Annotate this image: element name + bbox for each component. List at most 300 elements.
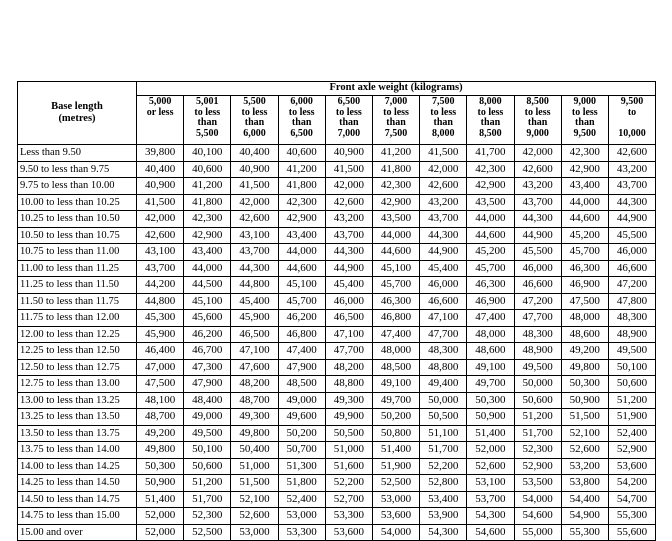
weight-value-cell: 48,200 <box>231 376 278 393</box>
weight-value-cell: 52,100 <box>561 425 608 442</box>
weight-value-cell: 53,900 <box>420 508 467 525</box>
weight-value-cell: 53,000 <box>231 524 278 541</box>
weight-value-cell: 54,300 <box>467 508 514 525</box>
weight-value-cell: 53,800 <box>561 475 608 492</box>
weight-value-cell: 54,000 <box>514 491 561 508</box>
weight-value-cell: 40,400 <box>231 145 278 162</box>
weight-value-cell: 47,700 <box>420 326 467 343</box>
weight-value-cell: 50,700 <box>278 442 325 459</box>
weight-value-cell: 55,600 <box>608 524 655 541</box>
weight-value-cell: 52,800 <box>420 475 467 492</box>
weight-value-cell: 39,800 <box>137 145 184 162</box>
weight-value-cell: 43,100 <box>231 227 278 244</box>
table-row <box>18 442 656 459</box>
weight-value-cell: 43,700 <box>608 178 655 195</box>
weight-range-line: 9,500 <box>573 127 597 139</box>
weight-value-cell: 46,900 <box>467 293 514 310</box>
weight-value-cell: 42,900 <box>278 211 325 228</box>
table-row <box>18 178 656 195</box>
weight-value-cell: 51,900 <box>372 458 419 475</box>
weight-value-cell: 44,900 <box>420 244 467 261</box>
weight-value-cell: 50,000 <box>420 392 467 409</box>
weight-value-cell: 45,700 <box>467 260 514 277</box>
weight-value-cell: 49,400 <box>420 376 467 393</box>
weight-value-cell: 48,700 <box>137 409 184 426</box>
weight-value-cell: 44,000 <box>278 244 325 261</box>
weight-value-cell: 48,300 <box>514 326 561 343</box>
weight-value-cell: 50,500 <box>420 409 467 426</box>
weight-value-cell: 54,200 <box>608 475 655 492</box>
weight-value-cell: 54,000 <box>372 524 419 541</box>
weight-value-cell: 45,100 <box>372 260 419 277</box>
weight-value-cell: 50,900 <box>137 475 184 492</box>
weight-value-cell: 52,000 <box>137 524 184 541</box>
weight-value-cell: 44,600 <box>278 260 325 277</box>
weight-value-cell: 51,000 <box>231 458 278 475</box>
weight-range-header <box>184 96 231 145</box>
table-row <box>18 409 656 426</box>
base-length-label: 10.25 to less than 10.50 <box>18 211 137 228</box>
weight-value-cell: 41,200 <box>184 178 231 195</box>
weight-value-cell: 44,500 <box>184 277 231 294</box>
weight-range-header <box>231 96 278 145</box>
base-length-label: 12.25 to less than 12.50 <box>18 343 137 360</box>
table-row <box>18 508 656 525</box>
base-length-label: 12.00 to less than 12.25 <box>18 326 137 343</box>
weight-value-cell: 48,000 <box>561 310 608 327</box>
weight-range-header <box>325 96 372 145</box>
weight-range-line: 6,500 <box>337 96 361 107</box>
weight-range-header <box>137 96 184 145</box>
weight-value-cell: 49,900 <box>325 409 372 426</box>
weight-value-cell: 46,300 <box>372 293 419 310</box>
weight-range-line: than <box>244 117 265 128</box>
weight-value-cell: 49,000 <box>278 392 325 409</box>
weight-value-cell: 41,500 <box>325 161 372 178</box>
weight-value-cell: 44,800 <box>137 293 184 310</box>
weight-value-cell: 43,700 <box>137 260 184 277</box>
weight-range-line: than <box>433 117 453 128</box>
weight-value-cell: 47,600 <box>231 359 278 376</box>
weight-value-cell: 46,000 <box>608 244 655 261</box>
table-row <box>18 524 656 541</box>
weight-value-cell: 44,300 <box>231 260 278 277</box>
weight-value-cell: 42,300 <box>278 194 325 211</box>
table-row <box>18 458 656 475</box>
weight-value-cell: 51,000 <box>325 442 372 459</box>
base-length-label: 13.00 to less than 13.25 <box>18 392 137 409</box>
weight-value-cell: 53,100 <box>467 475 514 492</box>
weight-range-line: than <box>480 117 501 128</box>
weight-value-cell: 51,500 <box>231 475 278 492</box>
weight-value-cell: 46,600 <box>420 293 467 310</box>
weight-value-cell: 43,100 <box>137 244 184 261</box>
weight-value-cell: 51,100 <box>420 425 467 442</box>
weight-range-header <box>608 96 655 145</box>
base-length-label: 11.25 to less than 11.50 <box>18 277 137 294</box>
weight-value-cell: 50,900 <box>467 409 514 426</box>
weight-value-cell: 42,000 <box>325 178 372 195</box>
weight-range-header <box>372 96 419 145</box>
weight-value-cell: 53,700 <box>467 491 514 508</box>
weight-value-cell: 48,200 <box>325 359 372 376</box>
weight-value-cell: 45,500 <box>608 227 655 244</box>
weight-range-line: 7,500 <box>384 127 408 139</box>
weight-value-cell: 42,300 <box>372 178 419 195</box>
weight-value-cell: 49,700 <box>372 392 419 409</box>
weight-range-line: 8,500 <box>526 96 549 107</box>
weight-value-cell: 50,900 <box>561 392 608 409</box>
base-length-header <box>18 82 137 145</box>
base-length-label: Less than 9.50 <box>18 145 137 162</box>
base-length-label: 14.25 to less than 14.50 <box>18 475 137 492</box>
base-length-header-line1: Base length <box>51 101 103 112</box>
weight-value-cell: 51,800 <box>278 475 325 492</box>
weight-range-line: to less <box>383 106 409 118</box>
weight-range-line: 7,000 <box>384 96 408 107</box>
weight-value-cell: 42,300 <box>467 161 514 178</box>
weight-value-cell: 53,600 <box>372 508 419 525</box>
base-length-label: 15.00 and over <box>18 524 137 541</box>
weight-value-cell: 49,500 <box>184 425 231 442</box>
weight-value-cell: 44,000 <box>561 194 608 211</box>
weight-value-cell: 46,500 <box>325 310 372 327</box>
weight-value-cell: 49,800 <box>231 425 278 442</box>
weight-value-cell: 44,000 <box>184 260 231 277</box>
weight-range-line: than <box>386 117 406 128</box>
weight-value-cell: 51,900 <box>608 409 655 426</box>
weight-value-cell: 42,600 <box>325 194 372 211</box>
base-length-label: 9.50 to less than 9.75 <box>18 161 137 178</box>
weight-value-cell: 46,500 <box>231 326 278 343</box>
weight-value-cell: 46,800 <box>372 310 419 327</box>
weight-value-cell: 43,400 <box>184 244 231 261</box>
weight-range-line: 7,500 <box>431 96 455 107</box>
weight-value-cell: 40,900 <box>231 161 278 178</box>
weight-value-cell: 43,700 <box>514 194 561 211</box>
weight-value-cell: 42,600 <box>137 227 184 244</box>
weight-value-cell: 49,100 <box>372 376 419 393</box>
weight-value-cell: 53,600 <box>325 524 372 541</box>
weight-value-cell: 53,600 <box>608 458 655 475</box>
weight-value-cell: 45,900 <box>231 310 278 327</box>
weight-range-line: to less <box>430 106 457 118</box>
weight-range-line: than <box>197 117 217 128</box>
weight-range-line: 8,000 <box>431 127 455 139</box>
table-row <box>18 376 656 393</box>
weight-value-cell: 52,200 <box>325 475 372 492</box>
base-length-label: 11.50 to less than 11.75 <box>18 293 137 310</box>
weight-value-cell: 40,600 <box>184 161 231 178</box>
weight-value-cell: 52,900 <box>514 458 561 475</box>
weight-value-cell: 50,000 <box>514 376 561 393</box>
weight-value-cell: 51,300 <box>278 458 325 475</box>
weight-value-cell: 51,700 <box>184 491 231 508</box>
base-length-label: 10.50 to less than 10.75 <box>18 227 137 244</box>
weight-value-cell: 47,300 <box>184 359 231 376</box>
weight-value-cell: 48,500 <box>372 359 419 376</box>
weight-value-cell: 47,900 <box>184 376 231 393</box>
weight-value-cell: 41,500 <box>420 145 467 162</box>
weight-value-cell: 52,600 <box>561 442 608 459</box>
base-length-label: 14.75 to less than 15.00 <box>18 508 137 525</box>
weight-table-container <box>17 81 655 541</box>
weight-value-cell: 40,900 <box>325 145 372 162</box>
weight-value-cell: 49,300 <box>231 409 278 426</box>
weight-value-cell: 52,900 <box>608 442 655 459</box>
weight-value-cell: 46,300 <box>561 260 608 277</box>
weight-value-cell: 45,700 <box>372 277 419 294</box>
weight-value-cell: 51,500 <box>561 409 608 426</box>
weight-value-cell: 50,800 <box>372 425 419 442</box>
weight-value-cell: 44,600 <box>372 244 419 261</box>
weight-value-cell: 48,600 <box>467 343 514 360</box>
weight-value-cell: 40,900 <box>137 178 184 195</box>
weight-range-line: 7,000 <box>337 127 361 139</box>
weight-range-line: than <box>575 117 595 128</box>
weight-range-line: 5,500 <box>243 96 266 107</box>
weight-value-cell: 48,300 <box>420 343 467 360</box>
weight-range-line: than <box>339 117 359 128</box>
weight-value-cell: 43,700 <box>325 227 372 244</box>
weight-value-cell: 49,800 <box>137 442 184 459</box>
weight-range-line: 5,001 <box>196 96 219 107</box>
weight-value-cell: 51,400 <box>467 425 514 442</box>
weight-value-cell: 43,700 <box>420 211 467 228</box>
weight-value-cell: 49,600 <box>278 409 325 426</box>
weight-value-cell: 47,000 <box>137 359 184 376</box>
weight-value-cell: 48,000 <box>372 343 419 360</box>
weight-range-line: 5,500 <box>196 127 219 139</box>
weight-value-cell: 53,300 <box>325 508 372 525</box>
weight-range-line: 6,000 <box>290 96 313 107</box>
weight-range-line: than <box>527 117 548 128</box>
table-row <box>18 392 656 409</box>
weight-value-cell: 46,200 <box>278 310 325 327</box>
weight-value-cell: 44,600 <box>561 211 608 228</box>
weight-value-cell: 52,600 <box>231 508 278 525</box>
weight-range-line: 9,000 <box>573 96 597 107</box>
weight-value-cell: 51,700 <box>514 425 561 442</box>
weight-value-cell: 45,100 <box>184 293 231 310</box>
weight-value-cell: 43,200 <box>608 161 655 178</box>
weight-value-cell: 45,700 <box>278 293 325 310</box>
weight-value-cell: 48,500 <box>278 376 325 393</box>
weight-range-line: to less <box>335 106 362 118</box>
weight-value-cell: 47,700 <box>325 343 372 360</box>
weight-value-cell: 53,400 <box>420 491 467 508</box>
table-row <box>18 227 656 244</box>
weight-value-cell: 41,800 <box>278 178 325 195</box>
weight-value-cell: 48,100 <box>137 392 184 409</box>
table-row <box>18 491 656 508</box>
weight-value-cell: 54,400 <box>561 491 608 508</box>
weight-value-cell: 53,000 <box>278 508 325 525</box>
weight-value-cell: 44,300 <box>514 211 561 228</box>
weight-value-cell: 47,500 <box>561 293 608 310</box>
weight-range-line: to less <box>524 106 551 118</box>
table-row <box>18 326 656 343</box>
table-row <box>18 343 656 360</box>
weight-value-cell: 50,500 <box>325 425 372 442</box>
weight-value-cell: 49,000 <box>184 409 231 426</box>
weight-value-cell: 45,500 <box>514 244 561 261</box>
weight-value-cell: 44,300 <box>420 227 467 244</box>
weight-range-header <box>561 96 608 145</box>
weight-value-cell: 50,200 <box>278 425 325 442</box>
weight-value-cell: 48,300 <box>608 310 655 327</box>
weight-range-line: to less <box>241 106 268 118</box>
weight-value-cell: 44,000 <box>467 211 514 228</box>
weight-value-cell: 51,400 <box>137 491 184 508</box>
table-row <box>18 260 656 277</box>
table-row <box>18 310 656 327</box>
weight-value-cell: 50,200 <box>372 409 419 426</box>
weight-value-cell: 42,900 <box>184 227 231 244</box>
weight-value-cell: 46,300 <box>467 277 514 294</box>
weight-value-cell: 42,600 <box>420 178 467 195</box>
weight-value-cell: 52,600 <box>467 458 514 475</box>
weight-value-cell: 47,800 <box>608 293 655 310</box>
weight-value-cell: 52,000 <box>137 508 184 525</box>
weight-range-line: than <box>291 117 312 128</box>
weight-value-cell: 48,700 <box>231 392 278 409</box>
weight-value-cell: 49,500 <box>608 343 655 360</box>
weight-value-cell: 45,400 <box>420 260 467 277</box>
weight-value-cell: 50,600 <box>184 458 231 475</box>
weight-value-cell: 52,300 <box>184 508 231 525</box>
weight-value-cell: 49,200 <box>137 425 184 442</box>
table-row <box>18 194 656 211</box>
weight-value-cell: 47,100 <box>231 343 278 360</box>
table-row <box>18 145 656 162</box>
weight-range-line: 8,000 <box>479 96 502 107</box>
weight-value-cell: 41,700 <box>467 145 514 162</box>
weight-value-cell: 43,500 <box>467 194 514 211</box>
weight-value-cell: 52,500 <box>372 475 419 492</box>
weight-value-cell: 40,600 <box>278 145 325 162</box>
weight-value-cell: 45,600 <box>184 310 231 327</box>
table-row <box>18 293 656 310</box>
table-row <box>18 425 656 442</box>
base-length-label: 14.00 to less than 14.25 <box>18 458 137 475</box>
weight-value-cell: 53,200 <box>561 458 608 475</box>
table-row <box>18 277 656 294</box>
weight-value-cell: 45,400 <box>231 293 278 310</box>
table-row <box>18 161 656 178</box>
weight-value-cell: 50,300 <box>561 376 608 393</box>
weight-value-cell: 50,600 <box>608 376 655 393</box>
weight-value-cell: 47,500 <box>137 376 184 393</box>
weight-value-cell: 55,000 <box>514 524 561 541</box>
weight-value-cell: 47,400 <box>372 326 419 343</box>
weight-value-cell: 41,200 <box>372 145 419 162</box>
weight-value-cell: 54,700 <box>608 491 655 508</box>
weight-value-cell: 42,900 <box>467 178 514 195</box>
weight-value-cell: 42,000 <box>137 211 184 228</box>
weight-value-cell: 51,400 <box>372 442 419 459</box>
weight-value-cell: 45,700 <box>561 244 608 261</box>
weight-value-cell: 51,200 <box>184 475 231 492</box>
base-length-header-line2: (metres) <box>58 113 96 124</box>
weight-value-cell: 52,100 <box>231 491 278 508</box>
weight-value-cell: 46,400 <box>137 343 184 360</box>
base-length-label: 12.50 to less than 12.75 <box>18 359 137 376</box>
weight-value-cell: 50,600 <box>514 392 561 409</box>
weight-value-cell: 47,200 <box>514 293 561 310</box>
weight-value-cell: 49,500 <box>514 359 561 376</box>
weight-value-cell: 49,800 <box>561 359 608 376</box>
weight-value-cell: 46,900 <box>561 277 608 294</box>
weight-range-line: 5,000 <box>148 96 172 107</box>
weight-value-cell: 40,100 <box>184 145 231 162</box>
weight-value-cell: 41,800 <box>372 161 419 178</box>
weight-value-cell: 54,600 <box>514 508 561 525</box>
weight-value-cell: 48,400 <box>184 392 231 409</box>
weight-value-cell: 42,000 <box>420 161 467 178</box>
weight-value-cell: 47,200 <box>608 277 655 294</box>
weight-value-cell: 46,600 <box>608 260 655 277</box>
weight-value-cell: 45,100 <box>278 277 325 294</box>
weight-value-cell: 49,300 <box>325 392 372 409</box>
weight-value-cell: 43,500 <box>372 211 419 228</box>
weight-value-cell: 52,500 <box>184 524 231 541</box>
weight-value-cell: 48,900 <box>514 343 561 360</box>
weight-value-cell: 52,300 <box>514 442 561 459</box>
weight-value-cell: 42,900 <box>372 194 419 211</box>
weight-range-header <box>514 96 561 145</box>
weight-value-cell: 42,000 <box>514 145 561 162</box>
weight-value-cell: 43,700 <box>231 244 278 261</box>
base-length-label: 11.00 to less than 11.25 <box>18 260 137 277</box>
base-length-label: 12.75 to less than 13.00 <box>18 376 137 393</box>
weight-value-cell: 55,300 <box>561 524 608 541</box>
axle-weight-table <box>17 81 656 541</box>
weight-value-cell: 50,300 <box>467 392 514 409</box>
weight-range-line <box>609 118 655 129</box>
weight-value-cell: 41,200 <box>278 161 325 178</box>
weight-range-line: or less <box>146 106 174 118</box>
weight-range-header <box>467 96 514 145</box>
weight-value-cell: 47,700 <box>514 310 561 327</box>
weight-value-cell: 46,800 <box>278 326 325 343</box>
weight-value-cell: 41,800 <box>184 194 231 211</box>
weight-value-cell: 53,500 <box>514 475 561 492</box>
weight-value-cell: 48,600 <box>561 326 608 343</box>
weight-value-cell: 50,400 <box>231 442 278 459</box>
weight-value-cell: 44,600 <box>467 227 514 244</box>
weight-range-line: to less <box>571 106 598 118</box>
weight-value-cell: 49,100 <box>467 359 514 376</box>
weight-value-cell: 48,800 <box>325 376 372 393</box>
table-row <box>18 475 656 492</box>
base-length-label: 13.75 to less than 14.00 <box>18 442 137 459</box>
weight-value-cell: 44,300 <box>608 194 655 211</box>
weight-range-line: 6,000 <box>243 127 266 139</box>
weight-value-cell: 44,900 <box>325 260 372 277</box>
weight-value-cell: 47,100 <box>420 310 467 327</box>
weight-value-cell: 45,300 <box>137 310 184 327</box>
weight-value-cell: 55,300 <box>608 508 655 525</box>
weight-range-line: to <box>627 106 637 118</box>
weight-value-cell: 52,200 <box>420 458 467 475</box>
weight-value-cell: 47,900 <box>278 359 325 376</box>
weight-value-cell: 46,200 <box>184 326 231 343</box>
weight-range-line: 10,000 <box>618 127 646 139</box>
weight-value-cell: 43,200 <box>514 178 561 195</box>
table-row <box>18 359 656 376</box>
table-row <box>18 244 656 261</box>
